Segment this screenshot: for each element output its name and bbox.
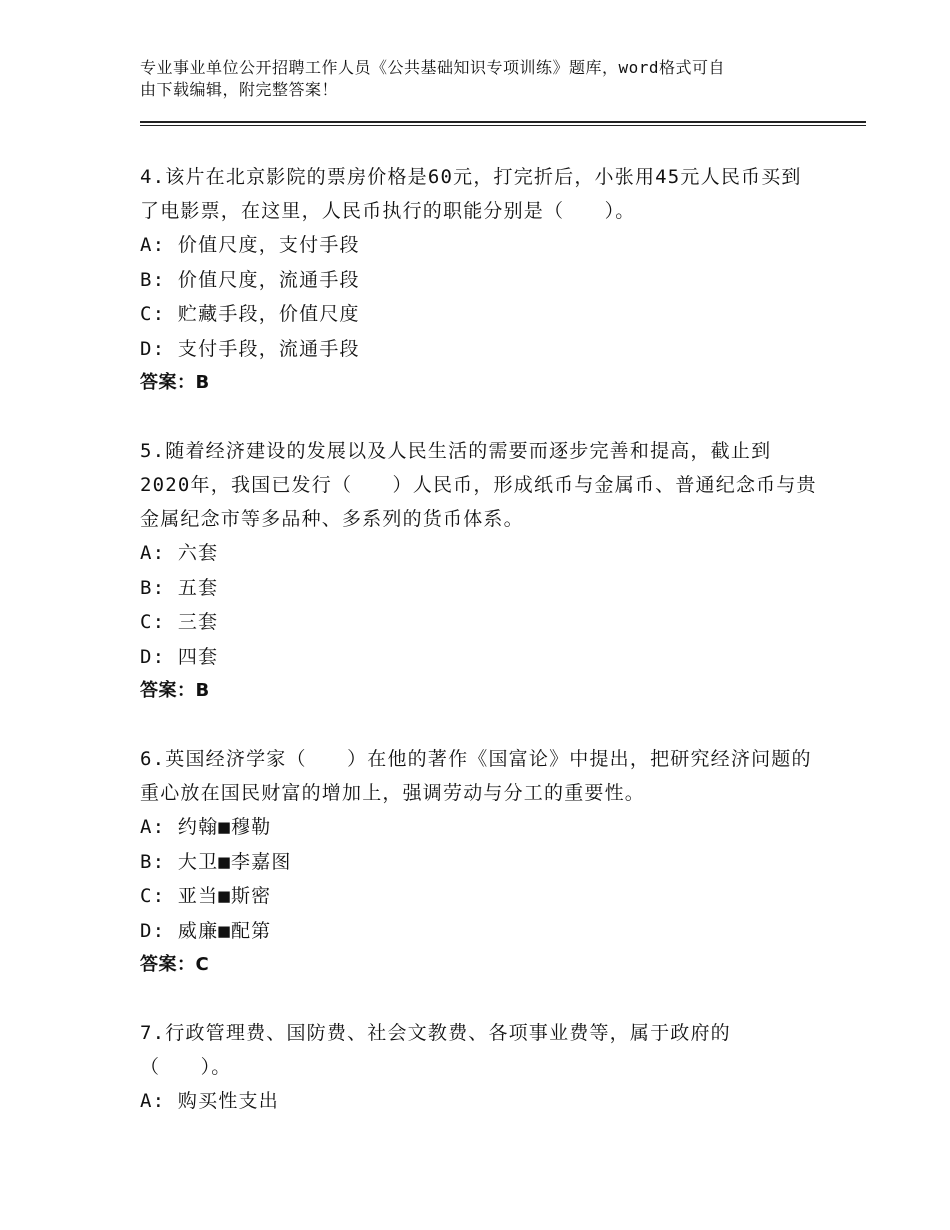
header-line-2: 由下载编辑，附完整答案！ — [140, 80, 339, 99]
question-4 — [140, 160, 820, 400]
header-line-1: 专业事业单位公开招聘工作人员《公共基础知识专项训练》题库，word格式可自 — [140, 58, 726, 77]
question-6 — [140, 742, 820, 982]
header-divider-thick — [140, 121, 866, 123]
question-text: 5.随着经济建设的发展以及人民生活的需要而逐步完善和提高，截止到2020年，我国已发行（ ）人民币，形成纸币与金属币、普通纪念币与贵金属纪念市等多品种、多系列的货币体系。 — [140, 440, 817, 530]
option-b: B: 五套 — [140, 576, 219, 599]
answer-label: 答案：C — [140, 954, 210, 975]
option-d: D: 四套 — [140, 645, 219, 668]
document-header — [140, 57, 840, 101]
question-7 — [140, 1016, 820, 1119]
option-d: D: 支付手段，流通手段 — [140, 337, 360, 360]
option-b: B: 大卫■李嘉图 — [140, 850, 292, 873]
option-a: A: 约翰■穆勒 — [140, 816, 272, 838]
option-b: B: 价值尺度，流通手段 — [140, 268, 360, 291]
question-text: 4.该片在北京影院的票房价格是60元，打完折后，小张用45元人民币买到了电影票，在这里，人民币执行的职能分别是（ ）。 — [140, 166, 802, 222]
question-list — [140, 160, 820, 1153]
question-5 — [140, 434, 820, 708]
option-a: A: 六套 — [140, 542, 219, 564]
header-divider-thin — [140, 125, 866, 126]
option-a: A: 价值尺度，支付手段 — [140, 234, 360, 256]
option-c: C: 三套 — [140, 611, 219, 633]
option-c: C: 亚当■斯密 — [140, 885, 272, 907]
option-c: C: 贮藏手段，价值尺度 — [140, 303, 360, 325]
answer-label: 答案：B — [140, 680, 210, 701]
question-text: 7.行政管理费、国防费、社会文教费、各项事业费等，属于政府的（ ）。 — [140, 1022, 731, 1078]
option-d: D: 威廉■配第 — [140, 919, 272, 942]
option-a: A: 购买性支出 — [140, 1090, 279, 1112]
answer-label: 答案：B — [140, 372, 210, 393]
question-text: 6.英国经济学家（ ）在他的著作《国富论》中提出，把研究经济问题的重心放在国民财富的增加上，强调劳动与分工的重要性。 — [140, 748, 812, 804]
